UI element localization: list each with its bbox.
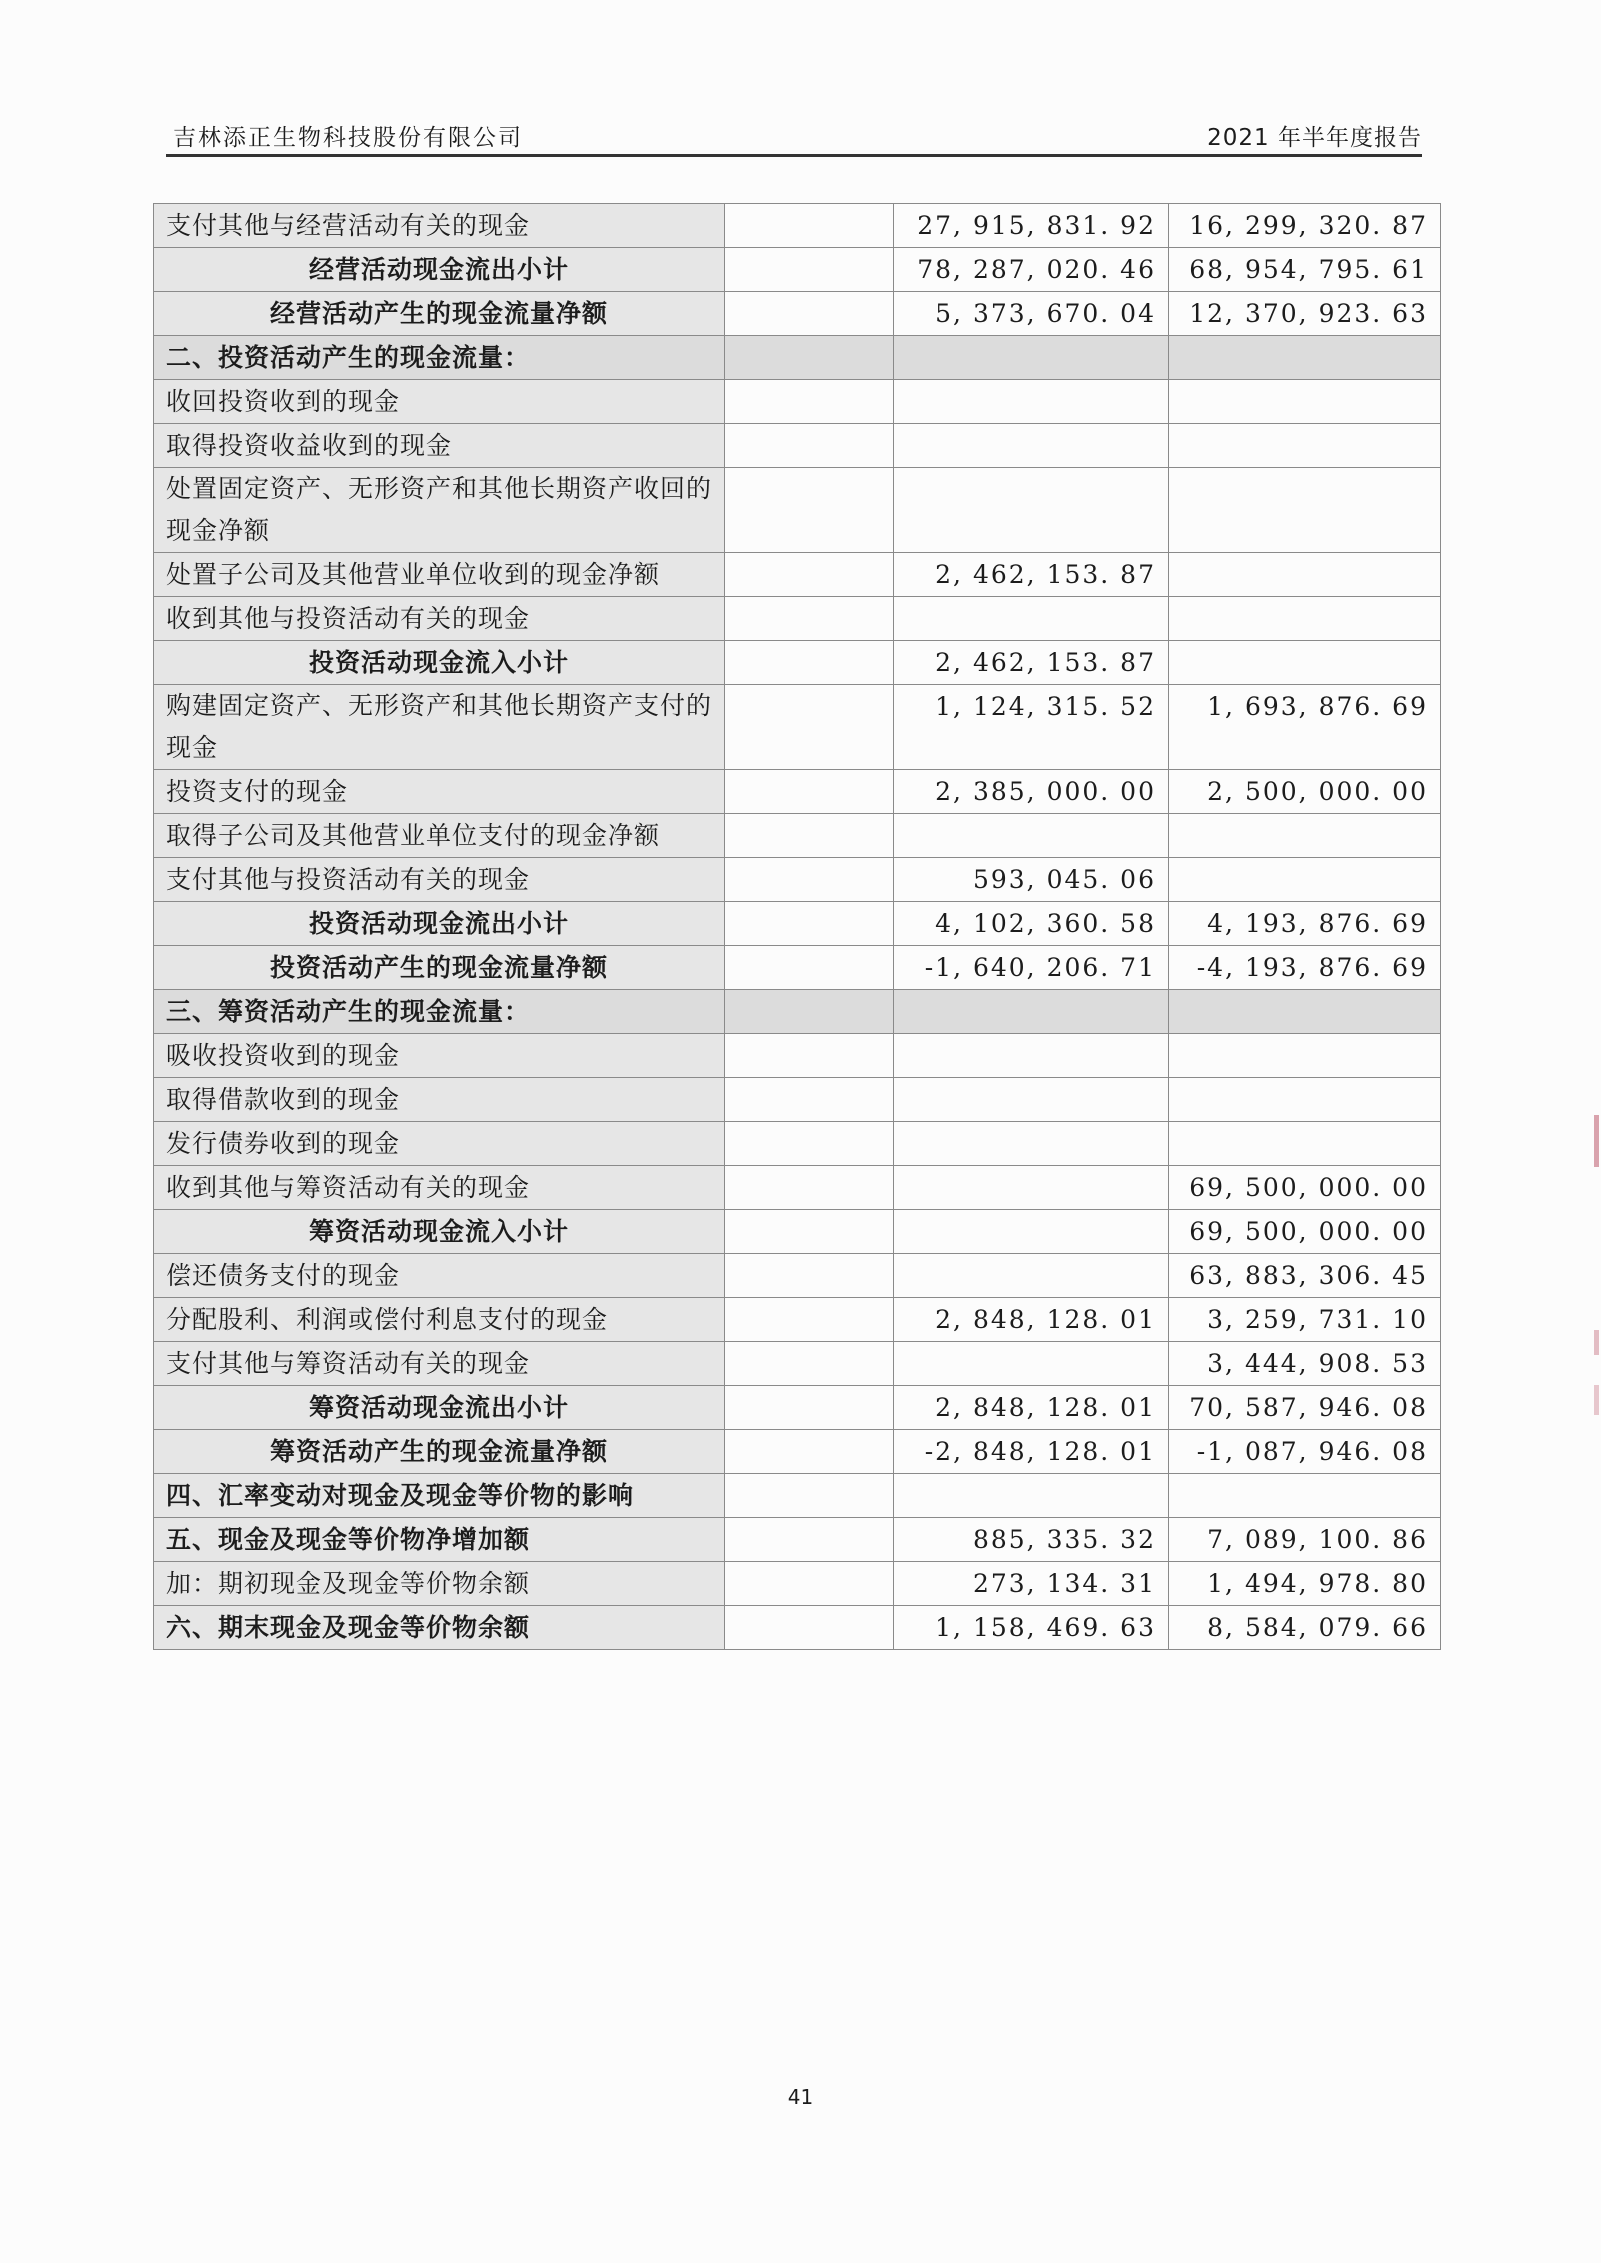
table-row bbox=[154, 1474, 1441, 1518]
row-current-period: -2, 848, 128. 01 bbox=[894, 1430, 1169, 1474]
row-label: 三、筹资活动产生的现金流量： bbox=[154, 990, 725, 1034]
table-row bbox=[154, 1606, 1441, 1650]
row-prior-period: -4, 193, 876. 69 bbox=[1169, 946, 1441, 990]
row-note-cell bbox=[725, 1034, 894, 1078]
row-current-period bbox=[894, 597, 1169, 641]
row-note-cell bbox=[725, 204, 894, 248]
row-prior-period: 69, 500, 000. 00 bbox=[1169, 1166, 1441, 1210]
row-prior-period bbox=[1169, 1474, 1441, 1518]
row-current-period: 4, 102, 360. 58 bbox=[894, 902, 1169, 946]
row-note-cell bbox=[725, 902, 894, 946]
row-note-cell bbox=[725, 858, 894, 902]
row-label: 吸收投资收到的现金 bbox=[154, 1034, 725, 1078]
row-label: 筹资活动现金流出小计 bbox=[154, 1386, 725, 1430]
row-current-period bbox=[894, 990, 1169, 1034]
row-current-period: 593, 045. 06 bbox=[894, 858, 1169, 902]
row-note-cell bbox=[725, 424, 894, 468]
row-prior-period: 69, 500, 000. 00 bbox=[1169, 1210, 1441, 1254]
row-note-cell bbox=[725, 946, 894, 990]
row-current-period bbox=[894, 336, 1169, 380]
table-row bbox=[154, 204, 1441, 248]
row-prior-period: 12, 370, 923. 63 bbox=[1169, 292, 1441, 336]
row-prior-period: -1, 087, 946. 08 bbox=[1169, 1430, 1441, 1474]
row-note-cell bbox=[725, 1386, 894, 1430]
row-label: 处置固定资产、无形资产和其他长期资产收回的现金净额 bbox=[154, 468, 725, 553]
row-current-period bbox=[894, 424, 1169, 468]
table-row bbox=[154, 1298, 1441, 1342]
row-note-cell bbox=[725, 814, 894, 858]
row-current-period: 78, 287, 020. 46 bbox=[894, 248, 1169, 292]
row-label: 投资活动现金流出小计 bbox=[154, 902, 725, 946]
table-row bbox=[154, 990, 1441, 1034]
row-current-period bbox=[894, 1078, 1169, 1122]
row-label: 经营活动产生的现金流量净额 bbox=[154, 292, 725, 336]
table-row bbox=[154, 1386, 1441, 1430]
row-prior-period bbox=[1169, 1034, 1441, 1078]
table-row bbox=[154, 1254, 1441, 1298]
row-label: 二、投资活动产生的现金流量： bbox=[154, 336, 725, 380]
header-company-name: 吉林添正生物科技股份有限公司 bbox=[173, 125, 523, 151]
row-label: 收回投资收到的现金 bbox=[154, 380, 725, 424]
row-prior-period bbox=[1169, 553, 1441, 597]
row-label: 筹资活动现金流入小计 bbox=[154, 1210, 725, 1254]
row-current-period bbox=[894, 468, 1169, 553]
row-label: 购建固定资产、无形资产和其他长期资产支付的现金 bbox=[154, 685, 725, 770]
cash-flow-table bbox=[153, 203, 1441, 1650]
row-current-period: 5, 373, 670. 04 bbox=[894, 292, 1169, 336]
row-prior-period bbox=[1169, 424, 1441, 468]
row-note-cell bbox=[725, 336, 894, 380]
row-prior-period bbox=[1169, 641, 1441, 685]
row-prior-period: 70, 587, 946. 08 bbox=[1169, 1386, 1441, 1430]
row-current-period: 27, 915, 831. 92 bbox=[894, 204, 1169, 248]
row-prior-period: 1, 693, 876. 69 bbox=[1169, 685, 1441, 770]
row-note-cell bbox=[725, 1518, 894, 1562]
table-row bbox=[154, 641, 1441, 685]
scan-edge-mark bbox=[1594, 1115, 1599, 1167]
table-row bbox=[154, 468, 1441, 553]
table-row bbox=[154, 858, 1441, 902]
row-note-cell bbox=[725, 685, 894, 770]
scan-edge-mark bbox=[1594, 1385, 1599, 1415]
row-current-period: 2, 462, 153. 87 bbox=[894, 641, 1169, 685]
row-label: 分配股利、利润或偿付利息支付的现金 bbox=[154, 1298, 725, 1342]
table-row bbox=[154, 380, 1441, 424]
row-note-cell bbox=[725, 770, 894, 814]
table-row bbox=[154, 1166, 1441, 1210]
row-prior-period bbox=[1169, 814, 1441, 858]
row-note-cell bbox=[725, 1474, 894, 1518]
row-label: 收到其他与投资活动有关的现金 bbox=[154, 597, 725, 641]
row-note-cell bbox=[725, 990, 894, 1034]
row-current-period bbox=[894, 380, 1169, 424]
row-note-cell bbox=[725, 1606, 894, 1650]
row-label: 投资支付的现金 bbox=[154, 770, 725, 814]
table-row bbox=[154, 685, 1441, 770]
row-current-period bbox=[894, 1034, 1169, 1078]
table-row bbox=[154, 946, 1441, 990]
row-note-cell bbox=[725, 1210, 894, 1254]
row-prior-period: 1, 494, 978. 80 bbox=[1169, 1562, 1441, 1606]
table-row bbox=[154, 1122, 1441, 1166]
header-rule bbox=[166, 154, 1422, 157]
row-label: 投资活动现金流入小计 bbox=[154, 641, 725, 685]
row-current-period: 2, 848, 128. 01 bbox=[894, 1298, 1169, 1342]
row-label: 投资活动产生的现金流量净额 bbox=[154, 946, 725, 990]
row-note-cell bbox=[725, 1122, 894, 1166]
row-label: 发行债券收到的现金 bbox=[154, 1122, 725, 1166]
row-note-cell bbox=[725, 1166, 894, 1210]
row-current-period: 1, 124, 315. 52 bbox=[894, 685, 1169, 770]
row-current-period bbox=[894, 814, 1169, 858]
row-current-period bbox=[894, 1210, 1169, 1254]
row-note-cell bbox=[725, 1342, 894, 1386]
row-note-cell bbox=[725, 380, 894, 424]
row-current-period bbox=[894, 1166, 1169, 1210]
row-note-cell bbox=[725, 597, 894, 641]
row-current-period: 2, 385, 000. 00 bbox=[894, 770, 1169, 814]
row-label: 取得借款收到的现金 bbox=[154, 1078, 725, 1122]
row-current-period: 2, 462, 153. 87 bbox=[894, 553, 1169, 597]
row-current-period: 2, 848, 128. 01 bbox=[894, 1386, 1169, 1430]
table-row bbox=[154, 1034, 1441, 1078]
row-prior-period: 16, 299, 320. 87 bbox=[1169, 204, 1441, 248]
row-prior-period: 63, 883, 306. 45 bbox=[1169, 1254, 1441, 1298]
table-row bbox=[154, 1430, 1441, 1474]
row-prior-period bbox=[1169, 858, 1441, 902]
row-current-period bbox=[894, 1254, 1169, 1298]
table-row bbox=[154, 814, 1441, 858]
row-prior-period bbox=[1169, 336, 1441, 380]
row-current-period: 885, 335. 32 bbox=[894, 1518, 1169, 1562]
row-note-cell bbox=[725, 292, 894, 336]
table-row bbox=[154, 553, 1441, 597]
row-current-period: 1, 158, 469. 63 bbox=[894, 1606, 1169, 1650]
row-label: 支付其他与经营活动有关的现金 bbox=[154, 204, 725, 248]
row-current-period bbox=[894, 1342, 1169, 1386]
row-current-period: -1, 640, 206. 71 bbox=[894, 946, 1169, 990]
row-prior-period: 8, 584, 079. 66 bbox=[1169, 1606, 1441, 1650]
row-note-cell bbox=[725, 248, 894, 292]
table-row bbox=[154, 902, 1441, 946]
row-prior-period: 3, 259, 731. 10 bbox=[1169, 1298, 1441, 1342]
row-prior-period bbox=[1169, 468, 1441, 553]
table-row bbox=[154, 292, 1441, 336]
row-current-period: 273, 134. 31 bbox=[894, 1562, 1169, 1606]
row-prior-period: 3, 444, 908. 53 bbox=[1169, 1342, 1441, 1386]
row-label: 支付其他与筹资活动有关的现金 bbox=[154, 1342, 725, 1386]
table-row bbox=[154, 248, 1441, 292]
scan-edge-mark bbox=[1594, 1330, 1599, 1355]
row-prior-period: 4, 193, 876. 69 bbox=[1169, 902, 1441, 946]
row-prior-period bbox=[1169, 380, 1441, 424]
row-label: 五、现金及现金等价物净增加额 bbox=[154, 1518, 725, 1562]
row-label: 取得投资收益收到的现金 bbox=[154, 424, 725, 468]
row-label: 加：期初现金及现金等价物余额 bbox=[154, 1562, 725, 1606]
table-row bbox=[154, 1342, 1441, 1386]
table-row bbox=[154, 1518, 1441, 1562]
row-label: 偿还债务支付的现金 bbox=[154, 1254, 725, 1298]
row-note-cell bbox=[725, 553, 894, 597]
row-note-cell bbox=[725, 1078, 894, 1122]
row-label: 筹资活动产生的现金流量净额 bbox=[154, 1430, 725, 1474]
table-row bbox=[154, 1078, 1441, 1122]
row-label: 经营活动现金流出小计 bbox=[154, 248, 725, 292]
row-current-period bbox=[894, 1474, 1169, 1518]
row-prior-period: 68, 954, 795. 61 bbox=[1169, 248, 1441, 292]
table-row bbox=[154, 1210, 1441, 1254]
row-prior-period bbox=[1169, 1122, 1441, 1166]
row-prior-period: 2, 500, 000. 00 bbox=[1169, 770, 1441, 814]
row-label: 处置子公司及其他营业单位收到的现金净额 bbox=[154, 553, 725, 597]
page-number: 41 bbox=[787, 2085, 814, 2109]
row-prior-period bbox=[1169, 990, 1441, 1034]
row-note-cell bbox=[725, 641, 894, 685]
row-note-cell bbox=[725, 1430, 894, 1474]
table-row bbox=[154, 424, 1441, 468]
row-prior-period: 7, 089, 100. 86 bbox=[1169, 1518, 1441, 1562]
row-label: 六、期末现金及现金等价物余额 bbox=[154, 1606, 725, 1650]
row-label: 收到其他与筹资活动有关的现金 bbox=[154, 1166, 725, 1210]
row-note-cell bbox=[725, 468, 894, 553]
header-report-title: 2021 年半年度报告 bbox=[1207, 125, 1422, 151]
table-row bbox=[154, 336, 1441, 380]
row-label: 取得子公司及其他营业单位支付的现金净额 bbox=[154, 814, 725, 858]
row-label: 支付其他与投资活动有关的现金 bbox=[154, 858, 725, 902]
row-prior-period bbox=[1169, 597, 1441, 641]
row-label: 四、汇率变动对现金及现金等价物的影响 bbox=[154, 1474, 725, 1518]
row-prior-period bbox=[1169, 1078, 1441, 1122]
row-current-period bbox=[894, 1122, 1169, 1166]
row-note-cell bbox=[725, 1254, 894, 1298]
table-row bbox=[154, 770, 1441, 814]
row-note-cell bbox=[725, 1562, 894, 1606]
table-row bbox=[154, 1562, 1441, 1606]
row-note-cell bbox=[725, 1298, 894, 1342]
table-row bbox=[154, 597, 1441, 641]
